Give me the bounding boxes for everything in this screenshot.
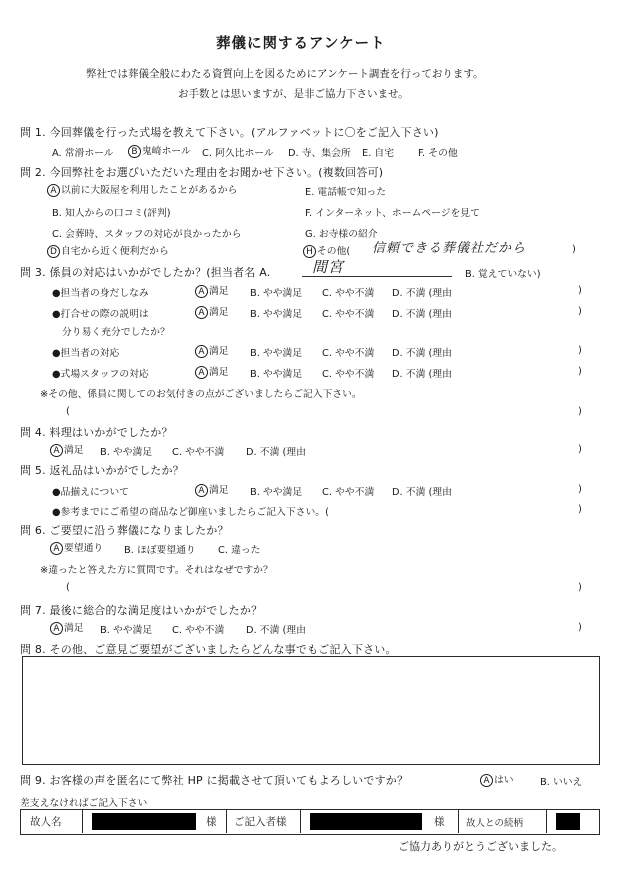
q3-row1-close: ) (578, 285, 582, 296)
relation-redaction (556, 813, 580, 830)
q2-option-a[interactable] (47, 182, 237, 197)
q7-option-d[interactable]: D. 不満 (理由 (246, 625, 306, 636)
q4-a-circle: A (50, 444, 63, 457)
q3-staff-underline (302, 276, 452, 277)
q7-option-c[interactable]: C. やや不満 (172, 625, 225, 636)
q3-row2-close: ) (578, 306, 582, 317)
q3-row2-option-d[interactable]: D. 不満 (理由 (392, 309, 452, 320)
q3-row2-a-text: 満足 (209, 307, 229, 318)
q3-row2-option-a[interactable] (195, 304, 229, 319)
q5-close: ) (578, 484, 582, 495)
q4-option-d[interactable]: D. 不満 (理由 (246, 447, 306, 458)
deceased-name-redaction (92, 813, 196, 830)
table-divider (82, 809, 83, 833)
q3-row-label: ●担当者の対応 (52, 348, 120, 359)
q1-option-b-circle: B (128, 145, 141, 158)
q2-option-e[interactable]: E. 電話帳で知った (305, 187, 386, 198)
q6-note: ※違ったと答えた方に質問です。それはなぜですか？ (40, 565, 273, 576)
q3-row4-a-circle: A (195, 366, 208, 379)
relation-label: 故人との続柄 (466, 818, 524, 829)
q3-row3-option-a[interactable] (195, 343, 229, 358)
q3-row1-option-c[interactable]: C. やや不満 (322, 288, 375, 299)
q2-option-c[interactable]: C. 会葬時、スタッフの対応が良かったから (52, 229, 242, 240)
q2-option-a-circle: A (47, 184, 60, 197)
writer-sama: 様 (434, 816, 445, 828)
writer-name-label: ご記入者様 (234, 816, 287, 828)
q4-a-text: 満足 (64, 445, 84, 456)
q2-other-handwritten: 信頼できる葬儀社だから (372, 241, 527, 256)
question-8: 問 8. その他、ご意見ご要望がございましたらどんな事でもご記入下さい。 (20, 643, 397, 656)
q6-option-c[interactable]: C. 違った (218, 545, 261, 556)
q1-option-c[interactable]: C. 阿久比ホール (202, 148, 274, 159)
table-divider (300, 809, 301, 833)
q3-row3-close: ) (578, 345, 582, 356)
q5-row-label: ●品揃えについて (52, 487, 129, 498)
page-title: 葬儀に関するアンケート (216, 36, 386, 52)
q3-row1-a-text: 満足 (209, 286, 229, 297)
question-1: 問 1. 今回葬儀を行った式場を教えて下さい。(アルファベットに〇をご記入下さい) (20, 126, 439, 139)
q9-a-circle: A (480, 774, 493, 787)
q3-row1-a-circle: A (195, 285, 208, 298)
q1-option-a[interactable]: A. 常滑ホール (52, 148, 114, 159)
thanks-message: ご協力ありがとうございました。 (398, 840, 563, 853)
q3-row4-option-c[interactable]: C. やや不満 (322, 369, 375, 380)
q5-reference-close: ) (578, 504, 582, 515)
question-3: 問 3. 係員の対応はいかがでしたか？(担当者名 A. (20, 266, 271, 279)
q6-note-close: ) (578, 582, 582, 593)
q4-option-b[interactable]: B. やや満足 (100, 447, 153, 458)
q6-option-a[interactable] (50, 540, 103, 555)
q3-row-label: ●式場スタッフの対応 (52, 369, 149, 380)
q3-row1-option-b[interactable]: B. やや満足 (250, 288, 303, 299)
q3-row-label: ●担当者の身だしなみ (52, 288, 149, 299)
q7-option-a[interactable] (50, 620, 84, 635)
q1-option-b-text: 鬼崎ホール (142, 146, 191, 157)
q3-row4-option-a[interactable] (195, 364, 229, 379)
question-5: 問 5. 返礼品はいかがでしたか？ (20, 464, 184, 477)
table-divider (546, 809, 547, 833)
q9-a-text: はい (494, 775, 514, 786)
q1-option-e[interactable]: E. 自宅 (362, 148, 395, 159)
q1-option-d[interactable]: D. 寺、集会所 (288, 148, 351, 159)
q3-row4-option-d[interactable]: D. 不満 (理由 (392, 369, 452, 380)
q3-note-close: ) (578, 406, 582, 417)
q2-other-close: ) (572, 244, 576, 255)
q3-row4-close: ) (578, 366, 582, 377)
q2-option-f[interactable]: F. インターネット、ホームページを見て (305, 208, 480, 219)
q2-option-h-circle: H (303, 245, 316, 258)
deceased-name-label: 故人名 (30, 816, 62, 828)
q5-option-d[interactable]: D. 不満 (理由 (392, 487, 452, 498)
q2-option-d-circle: D (47, 245, 60, 258)
deceased-sama: 様 (206, 816, 217, 828)
q3-note: ※その他、係員に関してのお気付きの点がございましたらご記入下さい。 (40, 389, 362, 400)
q3-row2-a-circle: A (195, 306, 208, 319)
q7-option-b[interactable]: B. やや満足 (100, 625, 153, 636)
q4-option-c[interactable]: C. やや不満 (172, 447, 225, 458)
q1-option-b[interactable] (128, 143, 191, 158)
q2-option-g[interactable]: G. お寺様の紹介 (305, 229, 378, 240)
q6-a-text: 要望通り (64, 543, 104, 554)
q3-row2-option-b[interactable]: B. やや満足 (250, 309, 303, 320)
writer-name-redaction (310, 813, 422, 830)
q3-row3-option-d[interactable]: D. 不満 (理由 (392, 348, 452, 359)
q3-row3-a-circle: A (195, 345, 208, 358)
q3-row-label: ●打合せの際の説明は (52, 309, 149, 320)
q3-row4-a-text: 満足 (209, 367, 229, 378)
q1-option-f[interactable]: F. その他 (418, 148, 458, 159)
q4-close: ) (578, 444, 582, 455)
q6-a-circle: A (50, 542, 63, 555)
q3-staff-b[interactable]: B. 覚えていない) (465, 269, 541, 280)
intro-line-1: 弊社では葬儀全般にわたる資質向上を図るためにアンケート調査を行っております。 (86, 68, 484, 80)
q7-close: ) (578, 622, 582, 633)
q2-option-d-text: 自宅から近く便利だから (61, 246, 169, 257)
q3-row3-option-c[interactable]: C. やや不満 (322, 348, 375, 359)
q3-staff-handwritten: 間宮 (312, 258, 345, 276)
q9-option-b[interactable]: B. いいえ (540, 777, 583, 788)
table-divider (226, 809, 227, 833)
q3-row3-option-b[interactable]: B. やや満足 (250, 348, 303, 359)
q6-option-b[interactable]: B. ほぼ要望通り (124, 545, 196, 556)
question-7: 問 7. 最後に総合的な満足度はいかがでしたか？ (20, 604, 263, 617)
q5-reference-note: ●参考までにご希望の商品など御座いましたらご記入下さい。( (52, 507, 329, 518)
q8-comment-box[interactable] (22, 656, 600, 765)
q2-option-d[interactable] (47, 243, 169, 258)
table-divider (458, 809, 459, 833)
q2-option-h-text: その他( (317, 246, 351, 257)
q2-option-b[interactable]: B. 知人からの口コミ(評判) (52, 208, 171, 219)
question-4: 問 4. 料理はいかがでしたか？ (20, 426, 173, 439)
q6-note-open: ( (66, 582, 70, 593)
q7-a-circle: A (50, 622, 63, 635)
q3-row1-option-d[interactable]: D. 不満 (理由 (392, 288, 452, 299)
q9-option-a[interactable] (480, 772, 514, 787)
q3-note-open: ( (66, 406, 70, 417)
q7-a-text: 満足 (64, 623, 84, 634)
question-6: 問 6. ご要望に沿う葬儀になりましたか？ (20, 524, 229, 537)
q3-row1-option-a[interactable] (195, 283, 229, 298)
q3-row4-option-b[interactable]: B. やや満足 (250, 369, 303, 380)
q3-row-sublabel: 分り易く充分でしたか？ (62, 327, 170, 338)
q4-option-a[interactable] (50, 442, 84, 457)
question-2: 問 2. 今回弊社をお選びいただいた理由をお聞かせ下さい。(複数回答可) (20, 166, 384, 179)
intro-line-2: お手数とは思いますが、是非ご協力下さいませ。 (178, 88, 409, 100)
q5-option-b[interactable]: B. やや満足 (250, 487, 303, 498)
footer-note: 差支えなければご記入下さい (20, 798, 148, 809)
q5-a-text: 満足 (209, 485, 229, 496)
question-9: 問 9. お客様の声を匿名にて弊社 HP に掲載させて頂いてもよろしいですか？ (20, 774, 409, 787)
q5-option-a[interactable] (195, 482, 229, 497)
q5-option-c[interactable]: C. やや不満 (322, 487, 375, 498)
q3-row2-option-c[interactable]: C. やや不満 (322, 309, 375, 320)
q5-a-circle: A (195, 484, 208, 497)
q3-row3-a-text: 満足 (209, 346, 229, 357)
q2-option-a-text: 以前に大阪屋を利用したことがあるから (61, 185, 238, 196)
